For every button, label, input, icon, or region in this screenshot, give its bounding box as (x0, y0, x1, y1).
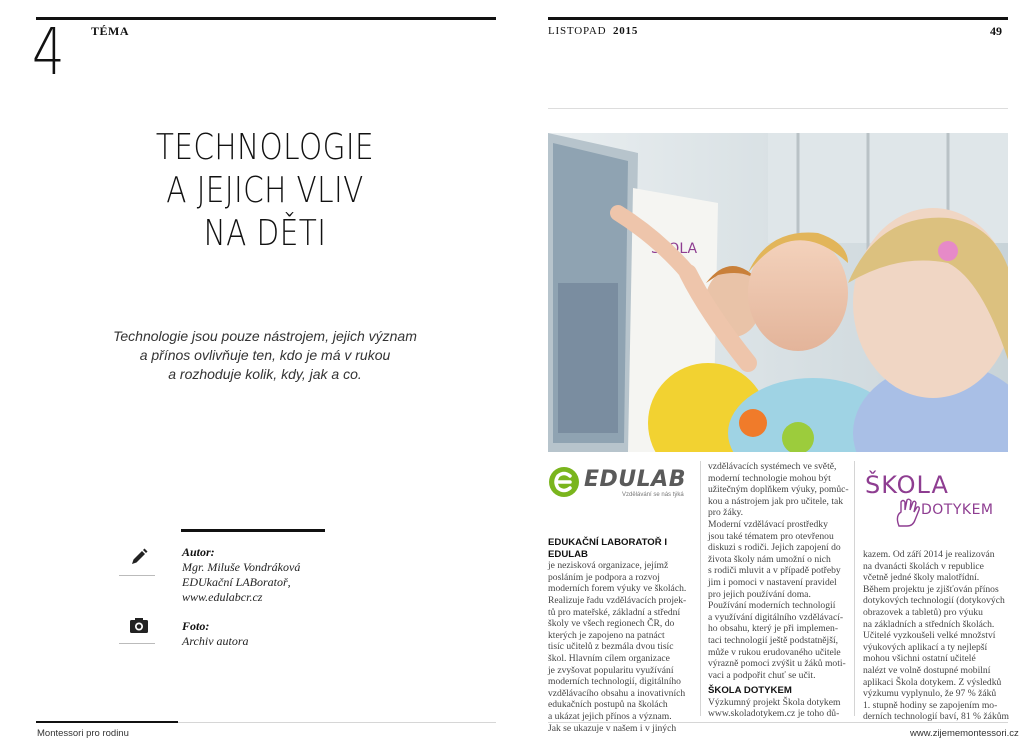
body-text-line: Používání moderních technologií (708, 600, 836, 612)
body-text-line: mohou všichni ostatní učitelé (863, 653, 976, 665)
body-text-line: moderní technologie mohou být (708, 472, 831, 484)
lead-line: a přínos ovlivňuje ten, kdo je má v rukou (139, 347, 391, 363)
author-credit (182, 545, 300, 605)
column-heading: ŠKOLA DOTYKEM (708, 685, 792, 697)
header-divider (548, 108, 1008, 109)
article-photo (548, 133, 1008, 452)
photo-label: Foto: (182, 619, 210, 633)
skola-dotykem-logo (865, 470, 1005, 530)
title-line: A JEJICH VLIV (166, 170, 364, 211)
camera-icon (129, 617, 149, 635)
top-rule-right (548, 17, 1008, 20)
column-2 (708, 461, 850, 720)
body-text-line: vzdělávacího obsahu a inovativních (548, 687, 686, 699)
body-text-line: a využívání digitálního vzdělávací- (708, 611, 844, 623)
skola-wordmark: ŠKOLA (865, 471, 949, 499)
body-text-line: edukačních postupů na školách (548, 699, 668, 711)
body-text-line: včetně jedné školy malotřídní. (863, 572, 980, 584)
body-text-line: vzdělávacích systémech ve světě, (708, 461, 837, 472)
author-line: Mgr. Miluše Vondráková (182, 560, 301, 574)
body-text-line: tů pro mateřské, základní a střední (548, 606, 681, 618)
body-text-line: Během projektu je zjišťován přínos (863, 583, 999, 595)
body-text-line: 1. stupně hodiny se zapojením mo- (863, 699, 998, 711)
edulab-logo (548, 464, 694, 504)
body-text-line: Výzkumný projekt Škola dotykem (708, 696, 841, 708)
body-text-line: školy ve všech regionech ČR, do (548, 618, 675, 630)
lead-line: a rozhoduje kolik, kdy, jak a co. (168, 366, 362, 382)
photo-line: Archiv autora (182, 634, 249, 648)
body-text-line: kterých je zapojeno na patnáct (548, 629, 665, 641)
body-text-line: užitečným doplňkem výuky, pomůc- (708, 484, 849, 496)
body-text-line: posláním je podpora a rozvoj (548, 571, 660, 583)
body-text-line: Učitelé vyzkoušeli velké množství (863, 630, 996, 642)
author-label: Autor: (182, 545, 215, 559)
dotykem-wordmark: DOTYKEM (921, 502, 994, 518)
body-text-line: jsou také tématem pro otevřenou (708, 530, 834, 542)
issue-year: 2015 (612, 25, 639, 37)
column-3 (863, 549, 1009, 723)
footer-rule-light (178, 722, 496, 723)
body-text-line: je nezisková organizace, jejímž (548, 560, 669, 572)
body-text-line: obrazovek a tabletů) pro výuku (863, 606, 983, 618)
lead-line: Technologie jsou pouze nástrojem, jejich význam (113, 328, 417, 344)
body-text-line: tisíc učitelů z bezmála dvou tisíc (548, 641, 674, 653)
body-text-line: na dvanácti školách v republice (863, 560, 984, 572)
section-number: 4 (32, 16, 65, 90)
icon-divider (119, 575, 155, 576)
footer-rule-right (548, 722, 1008, 723)
body-text-line: pro jejich používání doma. (708, 588, 811, 600)
credits-rule (181, 529, 325, 532)
footer-right: www.zijememontessori.cz (910, 728, 1019, 739)
body-text-line: výzkumu vyplynulo, že 97 % žáků (863, 688, 997, 700)
top-rule-left (36, 17, 496, 20)
column-heading: EDUKAČNÍ LABORATOŘ I EDULAB (548, 537, 668, 560)
edulab-logo-icon (548, 466, 580, 498)
edulab-wordmark: EDULAB (584, 467, 686, 492)
body-text-line: výrazně pomoci zvýšit u žáků moti- (708, 658, 846, 670)
body-text-line: dotykových technologií (dotykových (863, 595, 1005, 607)
body-text-line: moderních forem výuky ve školách. (548, 583, 687, 595)
footer-left: Montessori pro rodinu (37, 728, 129, 739)
svg-text:ŠKOLA: ŠKOLA (651, 241, 698, 257)
column-1 (548, 537, 696, 734)
author-line: www.edulabcr.cz (182, 590, 263, 604)
body-text-line: života školy nám umožní o nich (708, 553, 831, 565)
body-text-line: kou a nástrojem jak pro učitele, tak (708, 495, 844, 507)
page-number: 49 (990, 24, 1002, 38)
column-divider (700, 461, 701, 716)
body-text-line: na základních a středních školách. (863, 618, 995, 630)
body-text-line: diskuzi s rodiči. Jejich zapojení do (708, 542, 841, 554)
body-text-line: vaci a podpořit chuť se učit. (708, 669, 816, 681)
body-text-line: derních technologií baví, 81 % žákům (863, 711, 1009, 723)
icon-divider (119, 643, 155, 644)
body-text-line: www.skoladotykem.cz je toho dů- (708, 708, 840, 720)
body-text-line: kazem. Od září 2014 je realizován (863, 549, 995, 560)
issue-month: LISTOPAD (548, 25, 607, 37)
footer-rule-dark (36, 721, 178, 723)
body-text-line: Moderní vzdělávací prostředky (708, 518, 828, 530)
article-title (100, 126, 430, 255)
body-text-line: může v rukou erudovaného učitele (708, 646, 841, 658)
issue-date (548, 25, 638, 37)
body-text-line: Realizuje řadu vzdělávacích projek- (548, 594, 687, 606)
body-text-line: nalézt ve volně dostupné mobilní (863, 664, 991, 676)
body-text-line: škol. Hlavním cílem organizace (548, 652, 670, 664)
column-divider (854, 461, 855, 716)
lead-paragraph (95, 327, 435, 384)
body-text-line: pro žáky. (708, 507, 744, 519)
title-line: NA DĚTI (203, 213, 327, 254)
photo-credit (182, 619, 249, 649)
body-text-line: aplikaci Škola dotykem. Z výsledků (863, 676, 1002, 688)
edulab-tagline: Vzdělávání se nás týká (622, 492, 684, 498)
body-text-line: výukových aplikací a ty nejlepší (863, 641, 988, 653)
body-text-line: moderních technologií, digitálního (548, 676, 681, 688)
body-text-line: Jak se ukazuje v našem i v jiných (548, 722, 677, 734)
body-text-line: taci technologií ještě podstatnější, (708, 634, 839, 646)
body-text-line: ho obsahu, který je při implemen- (708, 623, 839, 635)
body-text-line: je zvyšovat popularitu využívání (548, 664, 674, 676)
body-text-line: jim i pomoci v nastavení pravidel (708, 576, 837, 588)
pencil-icon (129, 547, 149, 567)
title-line: TECHNOLOGIE (155, 127, 375, 168)
section-label: TÉMA (91, 24, 129, 38)
body-text-line: a ukázat jejich přínos a význam. (548, 710, 672, 722)
author-line: EDUkační LABoratoř, (182, 575, 291, 589)
body-text-line: s rodiči mluvit a v případě potřeby (708, 565, 841, 577)
